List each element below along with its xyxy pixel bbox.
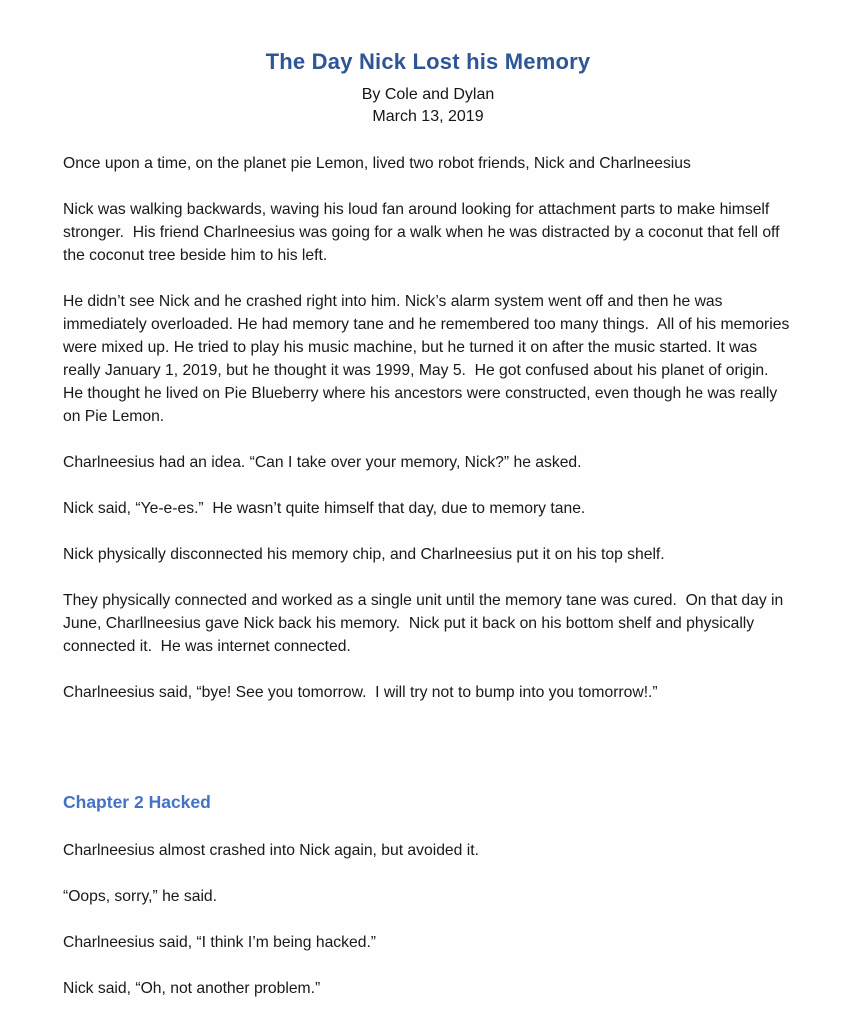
story-paragraph: Nick was walking backwards, waving his loud fan around looking for attachment parts to make himself stronger. His friend Charlneesius was going for a walk when he was distracted by a coconut that fell off the coconut tree beside him to his left. — [63, 201, 784, 264]
page-title: The Day Nick Lost his Memory — [265, 49, 591, 74]
story-paragraph: Nick physically disconnected his memory chip, and Charlneesius put it on his top shelf. — [63, 546, 665, 563]
document-date: March 13, 2019 — [372, 108, 484, 125]
story-paragraph: He didn’t see Nick and he crashed right into him. Nick’s alarm system went off and then he was immediately overloaded. He had memory tane and he remembered too many things. All of his memories were mixed up. He tried to play his music machine, but he turned it on after the music started. It was really January 1, 2019, but he thought it was 1999, May 5. He got confused about his planet of origin. He thought he lived on Pie Blueberry where his ancestors were constructed, even though he was really on Pie Lemon. — [63, 293, 794, 425]
chapter-1-body — [63, 152, 793, 704]
chapter-2-heading: Chapter 2 Hacked — [63, 792, 211, 812]
story-paragraph: They physically connected and worked as a single unit until the memory tane was cured. On that day in June, Charllneesius gave Nick back his memory. Nick put it back on his bottom shelf and physically connected it. He was internet connected. — [63, 592, 788, 655]
story-paragraph: Nick said, “Oh, not another problem.” — [63, 980, 321, 997]
story-paragraph: Once upon a time, on the planet pie Lemon, lived two robot friends, Nick and Charlneesius — [63, 155, 691, 172]
story-paragraph: Nick said, “Ye-e-es.” He wasn’t quite himself that day, due to memory tane. — [63, 500, 586, 517]
story-paragraph: Charlneesius almost crashed into Nick again, but avoided it. — [63, 842, 479, 859]
story-paragraph: “Oops, sorry,” he said. — [63, 888, 218, 905]
byline: By Cole and Dylan — [361, 86, 495, 103]
story-paragraph: Charlneesius had an idea. “Can I take over your memory, Nick?” he asked. — [63, 454, 582, 471]
story-paragraph: Charlneesius said, “I think I’m being hacked.” — [63, 934, 377, 951]
chapter-2-body — [63, 839, 793, 1000]
story-paragraph: Charlneesius said, “bye! See you tomorrow. I will try not to bump into you tomorrow!.” — [63, 684, 658, 701]
